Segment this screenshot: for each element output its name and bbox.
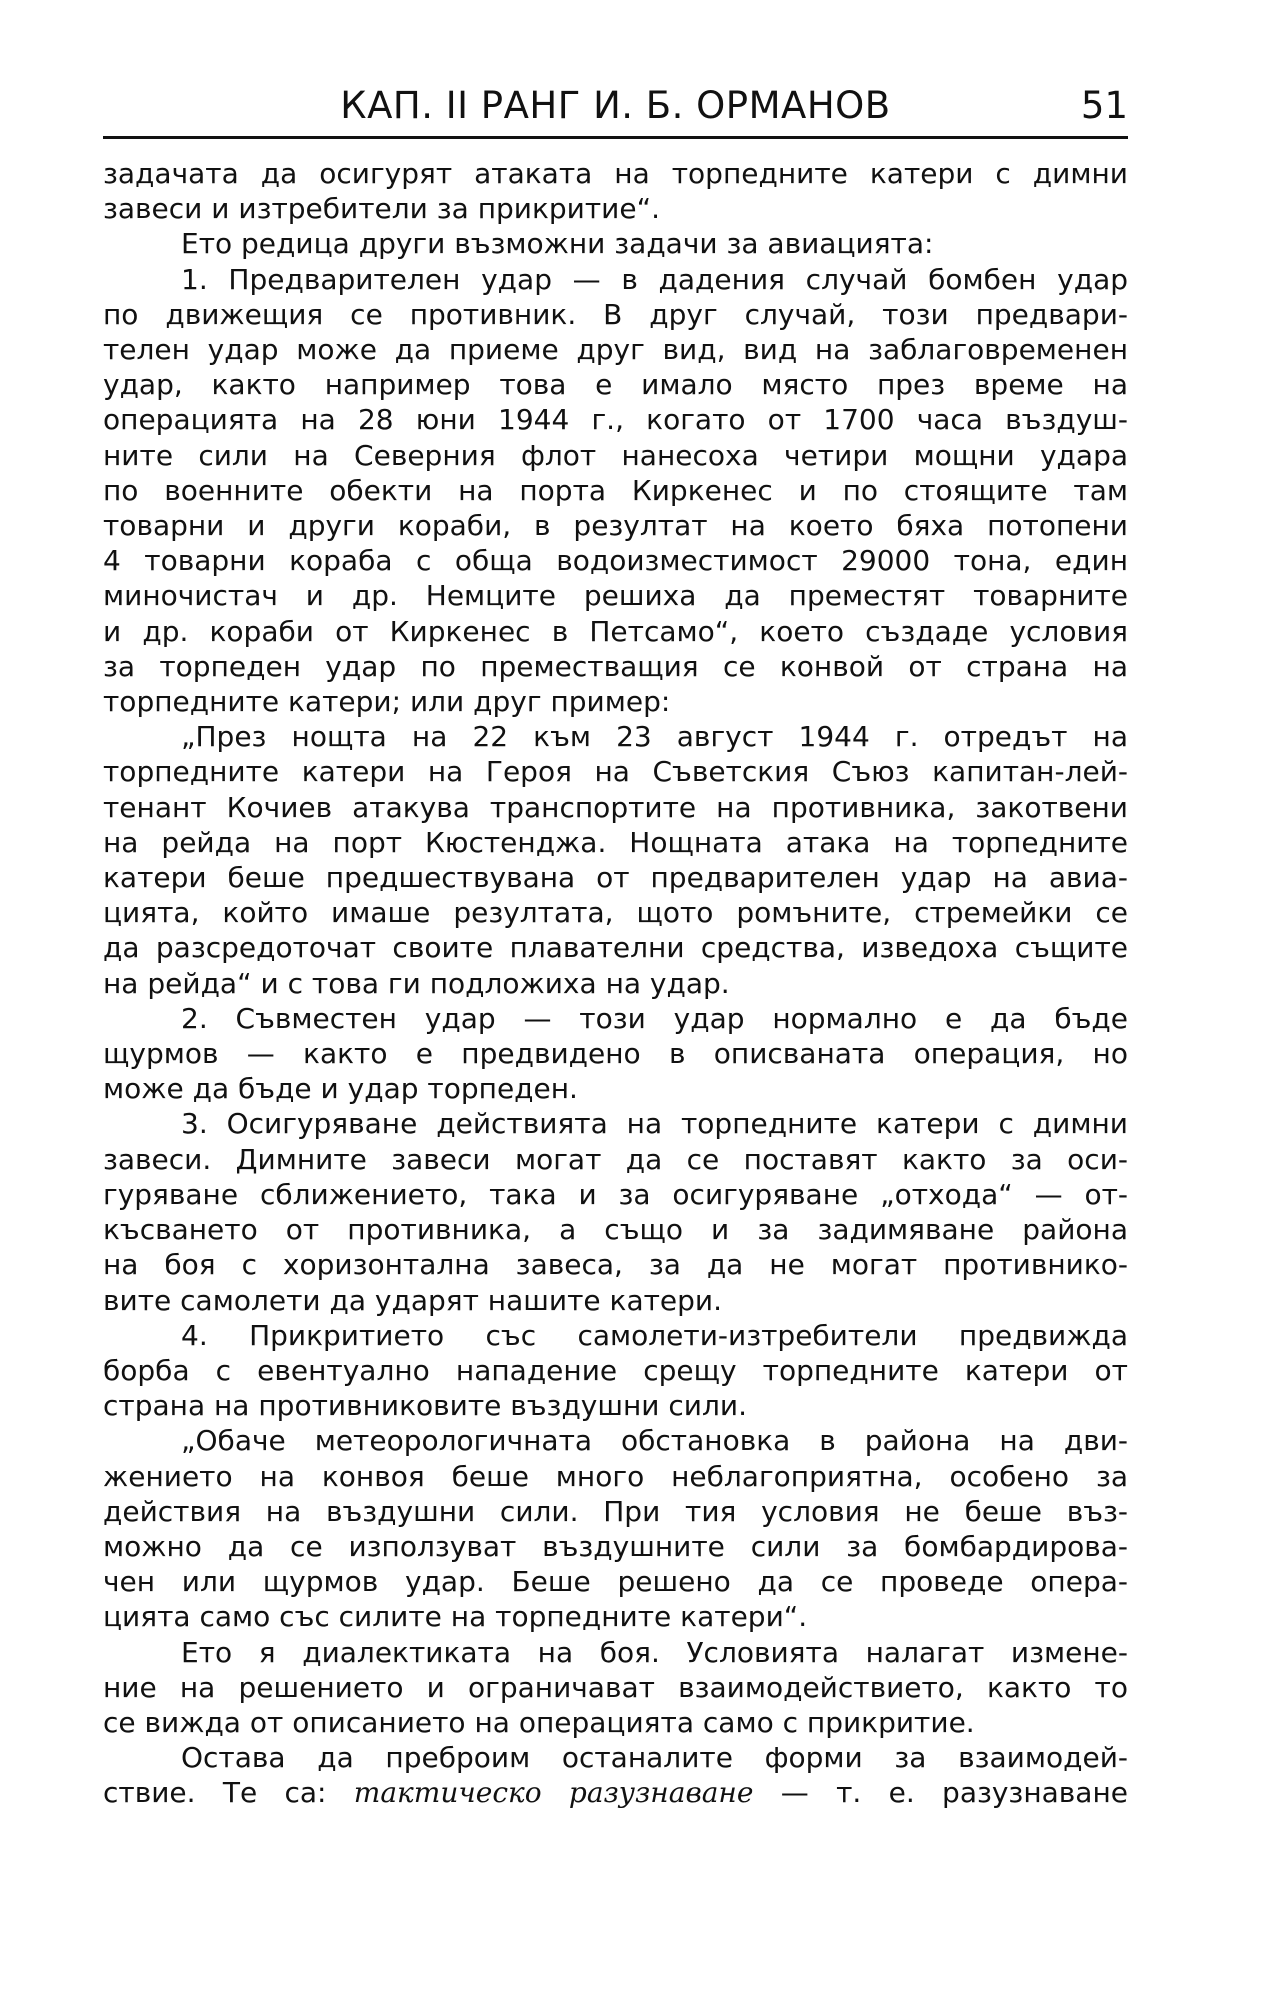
text-line: вите самолети да ударят нашите катери.	[103, 1283, 723, 1317]
text-line: действия на въздушни сили. При тия условия не беше въз-	[103, 1494, 1128, 1528]
text-line: можно да се използуват въздушните сили за бомбардирова-	[103, 1529, 1128, 1563]
text-line: чен или щурмов удар. Беше решено да се проведе опера-	[103, 1565, 1128, 1599]
body-text	[103, 156, 1128, 1811]
text-line: борба с евентуално нападение срещу торпедните катери от	[103, 1353, 1128, 1387]
final-line-after: — т. е. разузнаване	[753, 1776, 1128, 1810]
header-rule	[103, 136, 1128, 139]
running-title: КАП. II РАНГ И. Б. ОРМАНОВ	[340, 84, 891, 127]
text-line: Ето я диалектиката на боя. Условията налагат измене-	[181, 1635, 1128, 1669]
text-line: 3. Осигуряване действията на торпедните катери с димни	[181, 1107, 1128, 1141]
text-line: на рейда на порт Кюстенджа. Нощната атака на торпедните	[103, 825, 1128, 859]
text-line: и др. кораби от Киркенес в Петсамо“, което създаде условия	[103, 614, 1128, 648]
text-line: ние на решението и ограничават взаимодействието, както то	[103, 1670, 1128, 1704]
text-line: Ето редица други възможни задачи за авиацията:	[181, 227, 934, 261]
text-line: може да бъде и удар торпеден.	[103, 1072, 578, 1106]
text-line: страна на противниковите въздушни сили.	[103, 1389, 747, 1423]
text-line: тенант Кочиев атакува транспортите на противника, закотвени	[103, 790, 1128, 824]
text-line: 4. Прикритието със самолети-изтребители предвижда	[181, 1318, 1128, 1352]
text-line: на рейда“ и с това ги подложиха на удар.	[103, 966, 730, 1000]
final-line-italic-term: тактическо разузнаване	[353, 1776, 754, 1810]
text-line: „Обаче метеорологичната обстановка в района на дви-	[181, 1424, 1128, 1458]
text-line: 4 товарни кораба с обща водоизместимост 29000 тона, един	[103, 544, 1128, 578]
text-line: торпедните катери; или друг пример:	[103, 685, 671, 719]
final-line-before: ствие. Те са:	[103, 1776, 354, 1810]
text-line: щурмов — както е предвидено в описваната операция, но	[103, 1037, 1128, 1071]
page-header	[103, 80, 1128, 138]
text-line: телен удар може да приеме друг вид, вид на заблаговременен	[103, 333, 1128, 367]
text-line: на боя с хоризонтална завеса, за да не могат противнико-	[103, 1248, 1128, 1282]
text-line: завеси. Димните завеси могат да се поставят както за оси-	[103, 1142, 1128, 1176]
text-line: торпедните катери на Героя на Съветския Съюз капитан-лей-	[103, 755, 1128, 789]
book-page	[103, 80, 1128, 1811]
text-line: се вижда от описанието на операцията само с прикритие.	[103, 1705, 975, 1739]
text-line: за торпеден удар по преместващия се конвой от страна на	[103, 649, 1128, 683]
text-line: късването от противника, а също и за задимяване района	[103, 1213, 1128, 1247]
text-line: цията, който имаше резултата, щото ромъните, стремейки се	[103, 896, 1128, 930]
text-line: ните сили на Северния флот нанесоха четири мощни удара	[103, 438, 1128, 472]
text-line: миночистач и др. Немците решиха да преместят товарните	[103, 579, 1128, 613]
text-line: катери беше предшествувана от предварителен удар на авиа-	[103, 861, 1128, 895]
text-line: задачата да осигурят атаката на торпедните катери с димни	[103, 157, 1128, 190]
text-line-final	[103, 1775, 1128, 1810]
text-line: удар, както например това е имало място през време на	[103, 368, 1128, 402]
text-line: да разсредоточат своите плавателни средства, изведоха същите	[103, 931, 1128, 965]
text-line: „През нощта на 22 към 23 август 1944 г. отредът на	[181, 720, 1128, 754]
text-line: цията само със силите на торпедните катери“.	[103, 1600, 808, 1634]
page-number: 51	[1080, 84, 1128, 127]
text-line: 1. Предварителен удар — в дадения случай бомбен удар	[181, 262, 1128, 296]
text-line: товарни и други кораби, в резултат на което бяха потопени	[103, 509, 1128, 543]
text-line: Остава да преброим останалите форми за взаимодей-	[181, 1741, 1128, 1775]
text-line: 2. Съвместен удар — този удар нормално е да бъде	[181, 1001, 1128, 1035]
text-line: по движещия се противник. В друг случай, този предвари-	[103, 297, 1128, 331]
text-line: жението на конвоя беше много неблагоприятна, особено за	[103, 1459, 1128, 1493]
text-line: по военните обекти на порта Киркенес и по стоящите там	[103, 473, 1128, 507]
text-line: завеси и изтребители за прикритие“.	[103, 192, 661, 226]
text-line: гуряване сближението, така и за осигуряване „отхода“ — от-	[103, 1177, 1128, 1211]
text-line: операцията на 28 юни 1944 г., когато от 1700 часа въздуш-	[103, 403, 1128, 437]
